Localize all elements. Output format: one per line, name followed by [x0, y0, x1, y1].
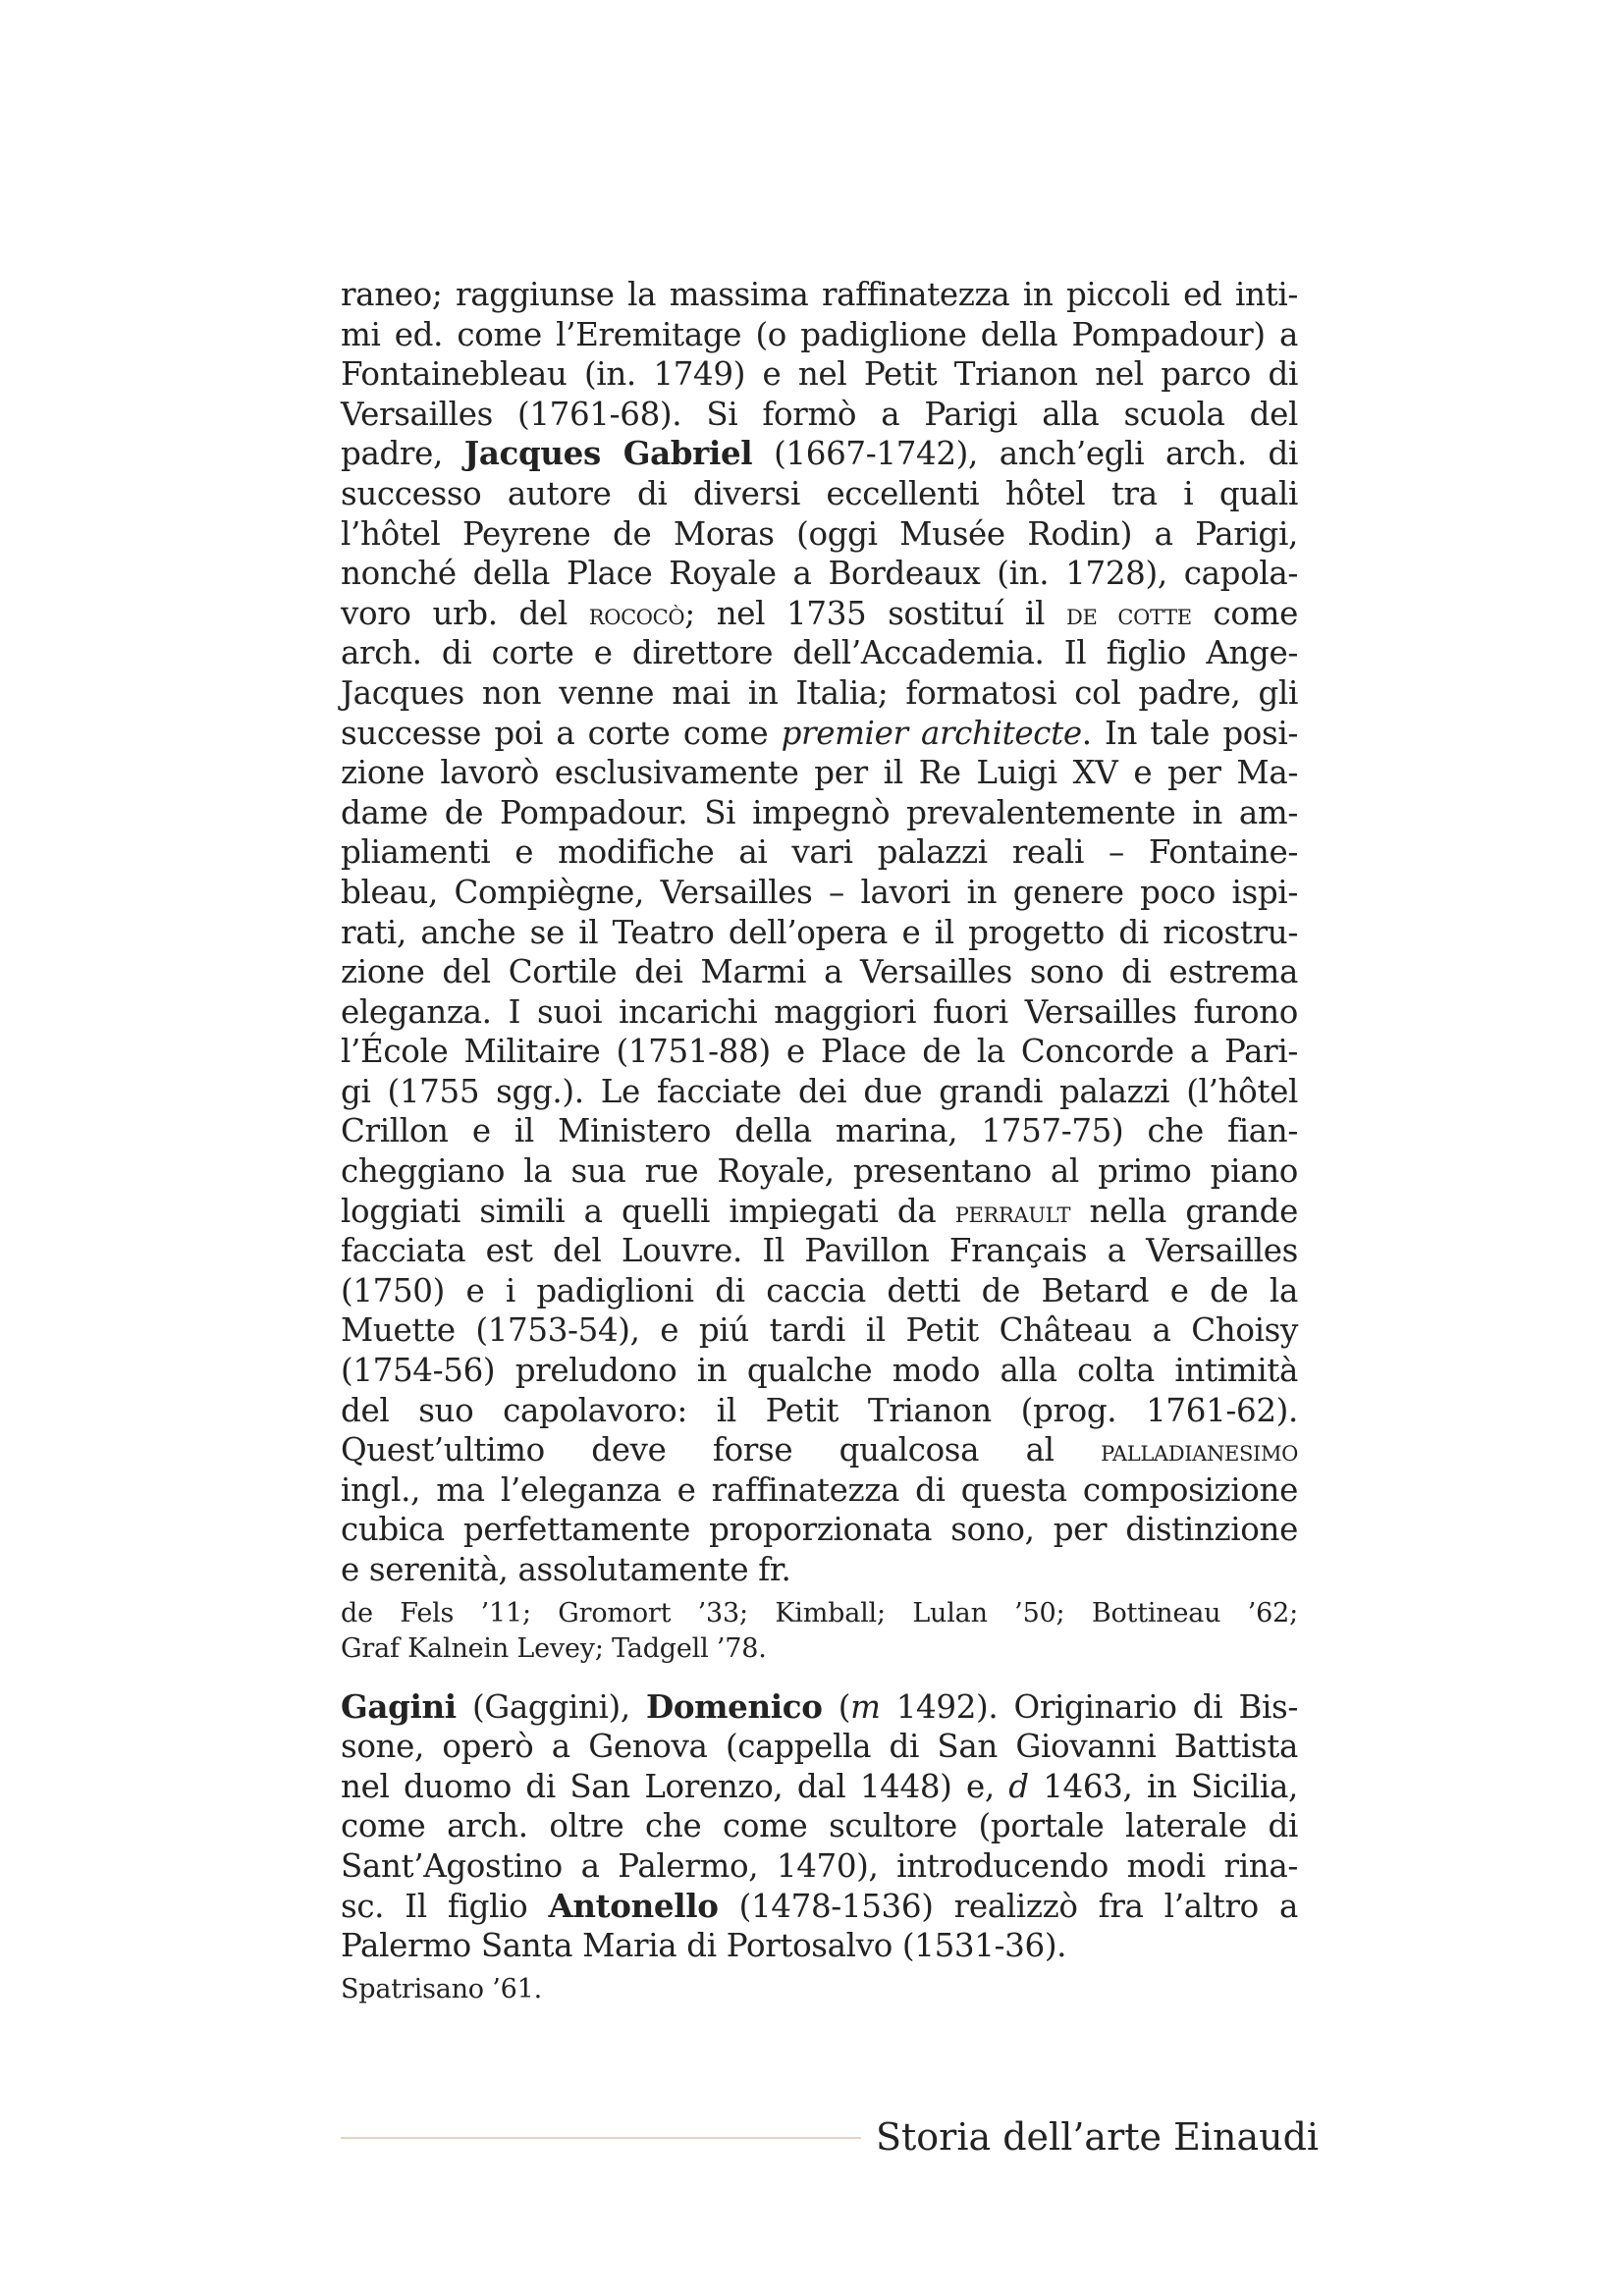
text-line: padre, Jacques Gabriel (1667-1742), anch’egli arch. di	[341, 434, 1298, 473]
text-line: raneo; raggiunse la massima raffinatezza in piccoli ed inti-	[341, 276, 1298, 313]
text-line: Versailles (1761-68). Si formò a Parigi alla scuola del	[341, 395, 1298, 433]
cross-reference: palladianesimo	[1101, 1434, 1298, 1469]
text-line: gi (1755 sgg.). Le facciate dei due grandi palazzi (l’hôtel	[341, 1072, 1298, 1110]
text-line: (1750) e i padiglioni di caccia detti de Betard e de la	[341, 1271, 1298, 1309]
text-line: sc. Il figlio Antonello (1478-1536) realizzò fra l’altro a	[341, 1886, 1298, 1925]
text-line: zione lavorò esclusivamente per il Re Luigi XV e per Ma-	[341, 754, 1298, 792]
cross-reference: de cotte	[1065, 597, 1192, 632]
text-line: nel duomo di San Lorenzo, dal 1448) e, d 1463, in Sicilia,	[341, 1767, 1298, 1805]
text-line: loggiati simili a quelli impiegati da perrault nella grande	[341, 1192, 1298, 1230]
bibliography-line: de Fels ’11; Gromort ’33; Kimball; Lulan ’50; Bottineau ’62;	[341, 1597, 1298, 1629]
text-line: bleau, Compiègne, Versailles – lavori in genere poco ispi-	[341, 873, 1298, 911]
text-line: del suo capolavoro: il Petit Trianon (prog. 1761-62).	[341, 1391, 1298, 1429]
text-line: zione del Cortile dei Marmi a Versailles sono di estrema	[341, 953, 1298, 991]
text-line: dame de Pompadour. Si impegnò prevalentemente in am-	[341, 793, 1298, 831]
entry-gagini	[341, 1687, 1298, 1966]
text-line: Muette (1753-54), e piú tardi il Petit Château a Choisy	[341, 1311, 1298, 1350]
entry-heading: Domenico	[645, 1686, 823, 1726]
entry-heading: Gagini	[341, 1686, 457, 1726]
text-line: cheggiano la sua rue Royale, presentano al primo piano	[341, 1152, 1298, 1191]
text-line: sone, operò a Genova (cappella di San Giovanni Battista	[341, 1728, 1298, 1766]
text-line: voro urb. del rococò; nel 1735 sostituí il de cotte come	[341, 594, 1298, 632]
person-name: Jacques Gabriel	[463, 434, 753, 473]
text-line: Crillon e il Ministero della marina, 1757-75) che fian-	[341, 1112, 1298, 1150]
text-line: eleganza. I suoi incarichi maggiori fuori Versailles furono	[341, 992, 1298, 1031]
text-line: Jacques non venne mai in Italia; formatosi col padre, gli	[341, 673, 1298, 712]
text-line: cubica perfettamente proporzionata sono, per distinzione	[341, 1511, 1298, 1549]
cross-reference: rococò	[588, 597, 685, 632]
italic-term: premier architecte	[781, 714, 1082, 752]
text-line: arch. di corte e direttore dell’Accademia. Il figlio Ange-	[341, 634, 1298, 672]
bibliography-gagini	[341, 1972, 1298, 2008]
text-line: successo autore di diversi eccellenti hôtel tra i quali	[341, 474, 1298, 512]
text-line: Fontainebleau (in. 1749) e nel Petit Trianon nel parco di	[341, 355, 1298, 394]
bibliography-line: Graf Kalnein Levey; Tadgell ’78.	[341, 1633, 767, 1665]
text-line: nonché della Place Royale a Bordeaux (in. 1728), capola-	[341, 555, 1298, 593]
cross-reference: perrault	[954, 1195, 1071, 1230]
person-name: Antonello	[548, 1886, 719, 1925]
text-line: successe poi a corte come premier architecte. In tale posi-	[341, 714, 1298, 752]
text-line: ingl., ma l’eleganza e raffinatezza di questa composizione	[341, 1470, 1298, 1509]
footer-title: Storia dell’arte Einaudi	[876, 2115, 1320, 2159]
footer-rule	[341, 2137, 861, 2139]
text-line: e serenità, assolutamente fr.	[341, 1551, 791, 1588]
bibliography-line: Spatrisano ’61.	[341, 1973, 542, 2004]
text-line: Quest’ultimo deve forse qualcosa al palladianesimo	[341, 1431, 1298, 1469]
text-line: rati, anche se il Teatro dell’opera e il progetto di ricostru-	[341, 913, 1298, 951]
text-line: pliamenti e modifiche ai vari palazzi reali – Fontaine-	[341, 833, 1298, 872]
bibliography-gabriel	[341, 1596, 1298, 1668]
text-line: l’hôtel Peyrene de Moras (oggi Musée Rodin) a Parigi,	[341, 514, 1298, 553]
entry-gabriel-continuation	[341, 275, 1298, 2007]
text-line: Gagini (Gaggini), Domenico (m 1492). Originario di Bis-	[341, 1686, 1298, 1726]
text-line: Palermo Santa Maria di Portosalvo (1531-36).	[341, 1927, 1067, 1965]
text-line: l’École Militaire (1751-88) e Place de la Concorde a Pari-	[341, 1033, 1298, 1071]
text-line: mi ed. come l’Eremitage (o padiglione della Pompadour) a	[341, 315, 1298, 353]
text-line: come arch. oltre che come scultore (portale laterale di	[341, 1807, 1298, 1845]
text-line: facciata est del Louvre. Il Pavillon Français a Versailles	[341, 1232, 1298, 1270]
text-line: (1754-56) preludono in qualche modo alla colta intimità	[341, 1352, 1298, 1390]
text-line: Sant’Agostino a Palermo, 1470), introducendo modi rina-	[341, 1846, 1298, 1885]
